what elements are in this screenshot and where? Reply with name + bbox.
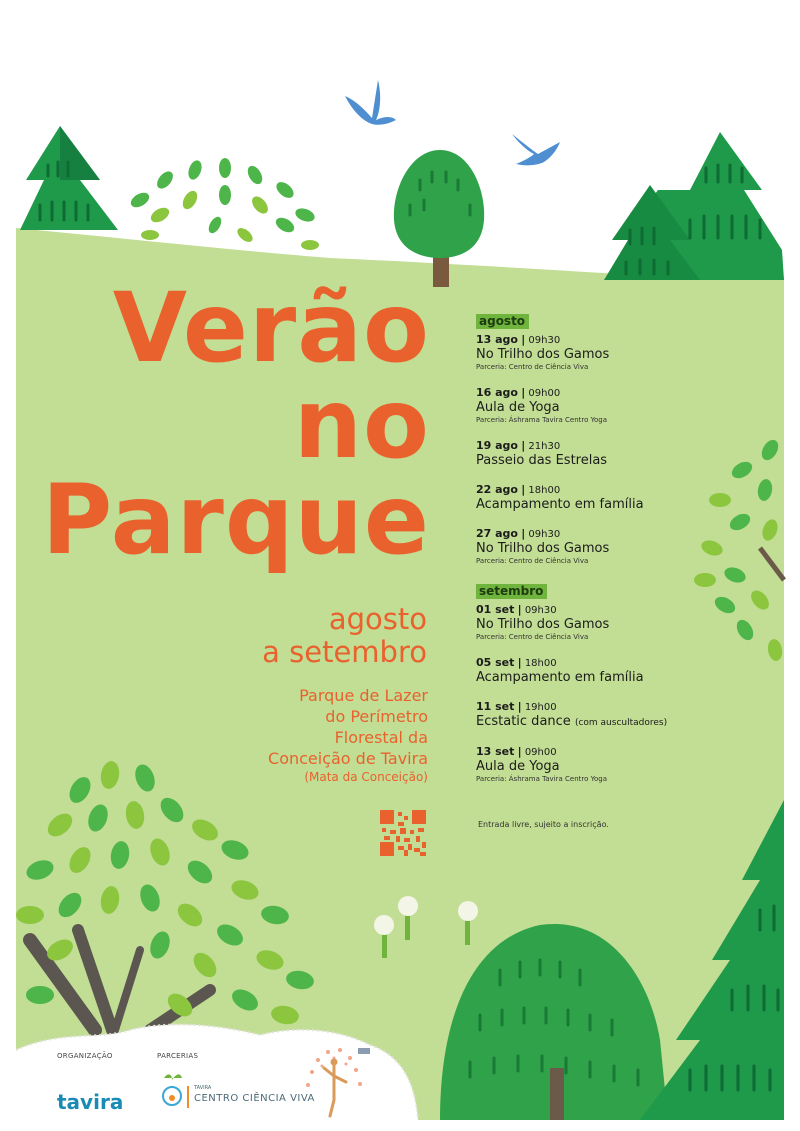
- event-date: 01 set: [476, 603, 515, 616]
- event-item: 27 ago | 09h30 No Trilho dos Gamos Parceria: Centro de Ciência Viva: [476, 527, 776, 566]
- event-time: 18h00: [524, 658, 557, 669]
- event-time: 09h00: [524, 747, 557, 758]
- event-time: 21h30: [528, 441, 561, 452]
- event-partner: Parceria: Centro de Ciência Viva: [476, 363, 589, 371]
- event-name: Aula de Yoga: [476, 759, 560, 774]
- event-time: 09h30: [528, 335, 561, 346]
- event-date: 27 ago: [476, 527, 518, 540]
- event-partner: Parceria: Centro de Ciência Viva: [476, 557, 589, 565]
- event-time: 09h00: [528, 388, 561, 399]
- event-date: 19 ago: [476, 439, 518, 452]
- venue-line-1: Parque de Lazer: [299, 686, 428, 705]
- event-item: 01 set | 09h30 No Trilho dos Gamos Parceria: Centro de Ciência Viva: [476, 603, 776, 642]
- event-item: 11 set | 19h00 Ecstatic dance (com auscultadores): [476, 700, 668, 729]
- ccv-logo-text: CENTRO CIÊNCIA VIVA: [194, 1093, 315, 1104]
- title-line-3: Parque: [41, 464, 430, 576]
- title-line-2: no: [293, 368, 430, 480]
- event-note: (com auscultadores): [574, 718, 668, 728]
- bird-icon: [512, 134, 560, 165]
- event-partner: Parceria: Áshrama Tavira Centro Yoga: [476, 775, 608, 783]
- event-time: 09h30: [528, 529, 561, 540]
- month-label-september: setembro: [476, 584, 547, 599]
- period-line-2: a setembro: [262, 635, 427, 669]
- qr-code-icon[interactable]: [380, 810, 426, 856]
- event-item: 19 ago | 21h30 Passeio das Estrelas: [476, 439, 776, 469]
- venue-text: [160, 685, 428, 785]
- partners-label: PARCERIAS: [157, 1052, 199, 1060]
- pine-tree-top-right: [604, 132, 784, 280]
- event-date: 16 ago: [476, 386, 518, 399]
- event-name: Aula de Yoga: [476, 400, 560, 415]
- pine-tree-top-left: [20, 126, 118, 230]
- event-time: 19h00: [524, 702, 557, 713]
- period-text: [180, 603, 427, 669]
- event-item: 16 ago | 09h00 Aula de Yoga Parceria: Áshrama Tavira Centro Yoga: [476, 386, 776, 425]
- venue-line-2: do Perímetro: [325, 707, 428, 726]
- period-line-1: agosto: [328, 602, 427, 636]
- bird-icon: [345, 80, 396, 125]
- title-line-1: Verão: [112, 272, 430, 384]
- event-name: Acampamento em família: [476, 670, 644, 685]
- event-name: No Trilho dos Gamos: [476, 617, 610, 632]
- venue-line-3: Florestal da: [334, 728, 428, 747]
- event-partner: Parceria: Centro de Ciência Viva: [476, 633, 589, 641]
- event-partner: Parceria: Áshrama Tavira Centro Yoga: [476, 416, 608, 424]
- event-name: No Trilho dos Gamos: [476, 347, 610, 362]
- event-name: Passeio das Estrelas: [476, 453, 608, 468]
- event-item: 13 set | 09h00 Aula de Yoga Parceria: Áshrama Tavira Centro Yoga: [476, 745, 776, 784]
- tavira-logo: tavira: [57, 1090, 124, 1114]
- poster-title: [40, 272, 430, 576]
- organization-label: ORGANIZAÇÃO: [57, 1052, 113, 1060]
- event-time: 18h00: [528, 485, 561, 496]
- event-date: 05 set: [476, 656, 515, 669]
- event-item: 05 set | 18h00 Acampamento em família: [476, 656, 776, 686]
- event-name: Acampamento em família: [476, 497, 644, 512]
- venue-line-5: (Mata da Conceição): [304, 770, 428, 784]
- month-label-august: agosto: [476, 314, 529, 329]
- ccv-logo-small-text: TAVIRA: [194, 1085, 212, 1091]
- leafy-bush-top: [128, 158, 319, 250]
- event-schedule: [476, 310, 776, 798]
- venue-line-4: Conceição de Tavira: [268, 749, 428, 768]
- event-time: 09h30: [524, 605, 557, 616]
- event-date: 13 set: [476, 745, 515, 758]
- event-date: 22 ago: [476, 483, 518, 496]
- event-item: 13 ago | 09h30 No Trilho dos Gamos Parceria: Centro de Ciência Viva: [476, 333, 776, 372]
- event-date: 11 set: [476, 700, 515, 713]
- event-name: No Trilho dos Gamos: [476, 541, 610, 556]
- entry-note: Entrada livre, sujeito a inscrição.: [478, 820, 609, 829]
- event-item: 22 ago | 18h00 Acampamento em família: [476, 483, 776, 513]
- event-name: Ecstatic dance: [476, 714, 571, 729]
- event-date: 13 ago: [476, 333, 518, 346]
